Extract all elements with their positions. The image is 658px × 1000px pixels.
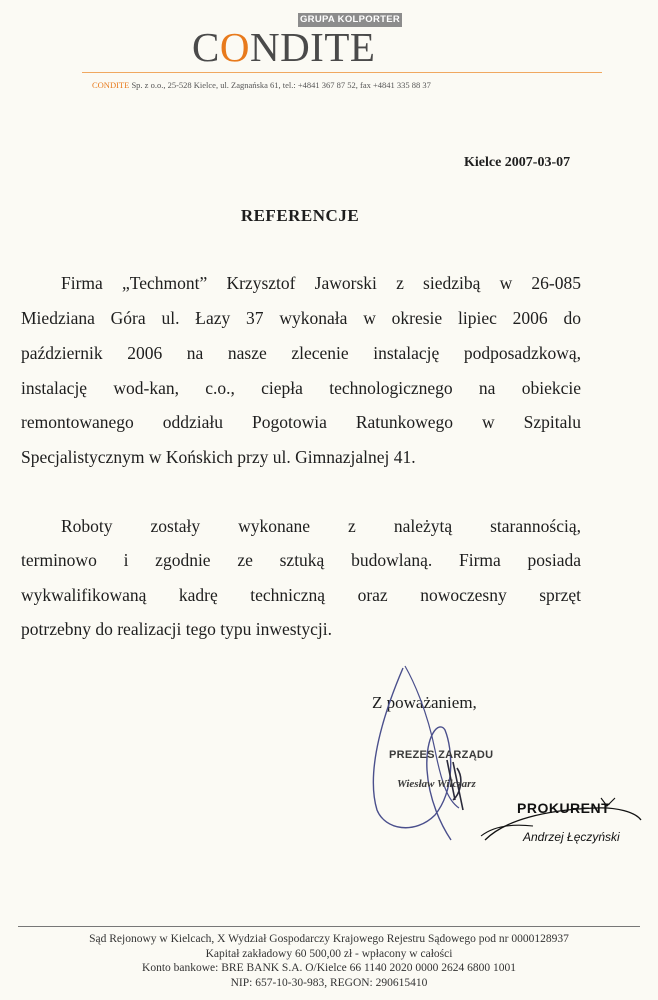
company-address: [92, 80, 632, 90]
footer-line: NIP: 657-10-30-983, REGON: 290615410: [230, 976, 428, 989]
president-stamp: PREZES ZARZĄDU: [389, 749, 494, 761]
paragraph-line: Miedziana Góra ul. Łazy 37 wykonała w okresie lipiec 2006 do: [21, 308, 581, 328]
footer-line: Sąd Rejonowy w Kielcach, X Wydział Gospodarczy Krajowego Rejestru Sądowego pod nr 0000128937: [89, 933, 569, 945]
proxy-name: Andrzej Łęczyński: [523, 830, 620, 844]
logo-text-start: C: [192, 24, 220, 70]
closing-phrase: Z poważaniem,: [372, 693, 477, 712]
paragraph-line: remontowanego oddziału Pogotowia Ratunkowego w Szpitalu: [21, 412, 581, 432]
group-badge: GRUPA KOLPORTER: [299, 14, 401, 25]
header-divider: [82, 72, 602, 73]
paragraph-line: potrzebny do realizacji tego typu inwestycji.: [21, 619, 333, 639]
president-name: Wiesław Wilczarz: [397, 778, 476, 790]
paragraph-line: instalację wod-kan, c.o., ciepła technologicznego na obiekcie: [21, 378, 581, 398]
paragraph-line: Firma „Techmont” Krzysztof Jaworski z siedzibą w 26-085: [61, 273, 581, 293]
footer-line: Konto bankowe: BRE BANK S.A. O/Kielce 66 1140 2020 0000 2624 6800 1001: [142, 962, 516, 974]
footer-line: Kapitał zakładowy 60 500,00 zł - wpłacony w całości: [205, 947, 453, 960]
address-text: Sp. z o.o., 25-528 Kielce, ul. Zagnańska 61, tel.: +4841 367 87 52, fax +4841 335 88 37: [131, 80, 431, 90]
logo-text-end: NDITE: [249, 24, 376, 70]
logo-text-o: O: [219, 24, 250, 70]
signature-area: [355, 650, 655, 870]
proxy-stamp: PROKURENT: [517, 800, 611, 816]
paragraph-line: październik 2006 na nasze zlecenie instalację podposadzkową,: [21, 343, 581, 363]
document-title: REFERENCJE: [240, 206, 360, 225]
footer: [0, 932, 658, 990]
paragraph-line: Specjalistycznym w Końskich przy ul. Gimnazjalnej 41.: [21, 447, 416, 467]
company-logo: [192, 25, 412, 69]
address-brand: CONDITE: [92, 80, 130, 90]
footer-divider: [18, 926, 640, 927]
letter-date: Kielce 2007-03-07: [464, 155, 571, 170]
paragraph-line: Roboty zostały wykonane z należytą starannością,: [61, 516, 581, 536]
letterhead: [0, 0, 658, 110]
paragraph-line: terminowo i zgodnie ze sztuką budowlaną. Firma posiada: [21, 550, 581, 570]
paragraph-line: wykwalifikowaną kadrę techniczną oraz nowoczesny sprzęt: [21, 585, 581, 605]
